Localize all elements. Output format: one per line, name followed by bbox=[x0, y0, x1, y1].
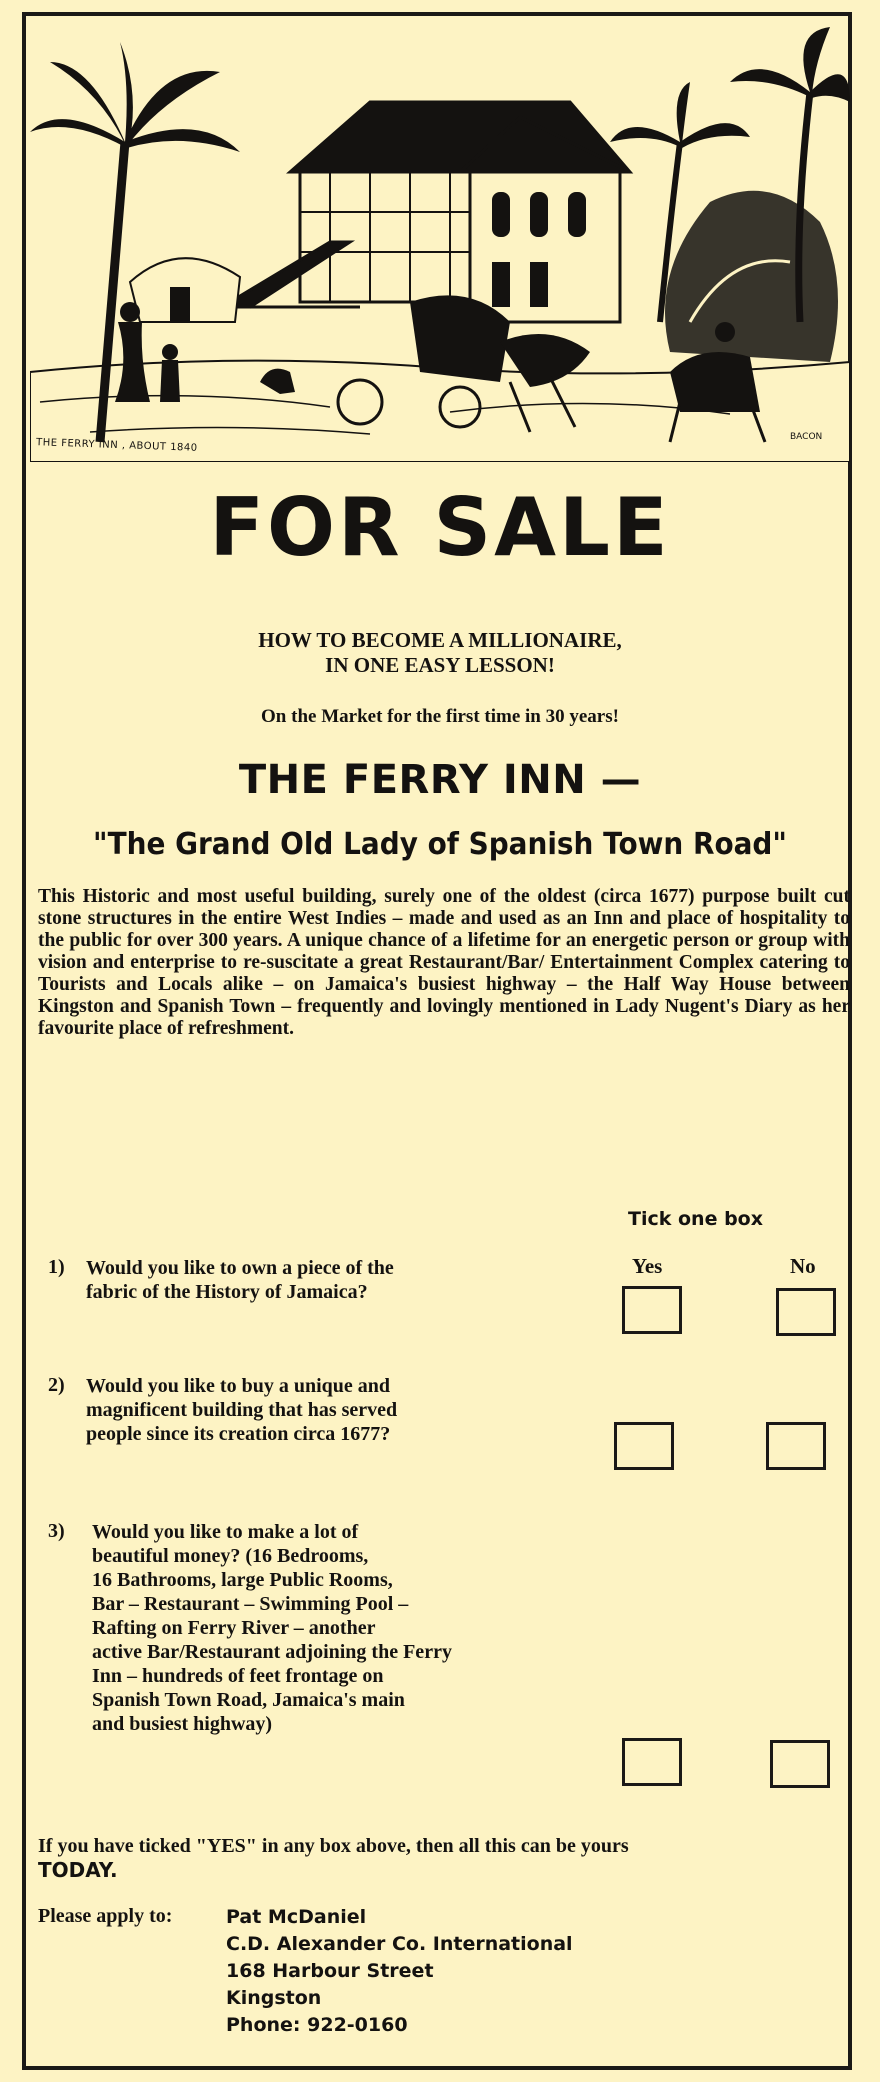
question-3-line: active Bar/Restaurant adjoining the Ferry bbox=[92, 1641, 452, 1663]
inn-title: THE FERRY INN — bbox=[238, 757, 642, 803]
illustration-caption: THE FERRY INN , ABOUT 1840 bbox=[35, 437, 198, 454]
question-2-number: 2) bbox=[48, 1374, 65, 1396]
question-2-no-checkbox[interactable] bbox=[766, 1422, 826, 1470]
question-1-no-checkbox[interactable] bbox=[776, 1288, 836, 1336]
question-2-line: magnificent building that has served bbox=[86, 1399, 398, 1421]
closing-statement bbox=[38, 1834, 850, 1882]
question-3-no-checkbox[interactable] bbox=[770, 1740, 830, 1788]
question-3-line: Spanish Town Road, Jamaica's main bbox=[92, 1689, 405, 1711]
question-3-line: 16 Bathrooms, large Public Rooms, bbox=[92, 1569, 393, 1591]
contact-street: 168 Harbour Street bbox=[226, 1960, 434, 1982]
inn-subtitle: "The Grand Old Lady of Spanish Town Road" bbox=[93, 827, 787, 862]
yes-column-header: Yes bbox=[632, 1254, 663, 1278]
question-3-line: Rafting on Ferry River – another bbox=[92, 1617, 376, 1639]
contact-name: Pat McDaniel bbox=[226, 1906, 367, 1928]
question-3-line: Would you like to make a lot of bbox=[92, 1521, 359, 1543]
question-1-yes-checkbox[interactable] bbox=[622, 1286, 682, 1334]
contact-city: Kingston bbox=[226, 1987, 322, 2009]
millionaire-headline bbox=[0, 628, 880, 678]
for-sale-heading: FOR SALE bbox=[209, 481, 671, 574]
question-1-text bbox=[86, 1256, 394, 1304]
question-3-text bbox=[92, 1520, 452, 1736]
tick-one-box-label: Tick one box bbox=[628, 1208, 763, 1230]
question-2-yes-checkbox[interactable] bbox=[614, 1422, 674, 1470]
question-3-line: and busiest highway) bbox=[92, 1713, 273, 1735]
ferry-inn-illustration bbox=[30, 22, 850, 462]
question-3-yes-checkbox[interactable] bbox=[622, 1738, 682, 1786]
question-1-number: 1) bbox=[48, 1256, 65, 1278]
description-paragraph: This Historic and most useful building, surely one of the oldest (circa 1677) purpose built cut stone structures in the entire West Indies – made and used as an Inn and place of hospitality to the public for over 300 years. A unique chance of a lifetime for an energetic person or group with vision and enterprise to re-suscitate a great Restaurant/Bar/ Entertainment Complex catering to Tourists and Locals alike – on Jamaica's busiest highway – the Half Way House between Kingston and Spanish Town – frequently and lovingly mentioned in Lady Nugent's Diary as her favourite place of refreshment. bbox=[38, 886, 850, 1039]
question-3-line: Inn – hundreds of feet frontage on bbox=[92, 1665, 384, 1687]
contact-block bbox=[226, 1904, 573, 2039]
closing-line: If you have ticked "YES" in any box above, then all this can be yours bbox=[38, 1835, 629, 1857]
question-2-line: people since its creation circa 1677? bbox=[86, 1423, 391, 1445]
question-2-text bbox=[86, 1374, 397, 1446]
apply-label: Please apply to: bbox=[38, 1905, 173, 1927]
closing-today: TODAY. bbox=[38, 1858, 118, 1882]
illustration-signature: BACON bbox=[790, 432, 823, 442]
market-line: On the Market for the first time in 30 years! bbox=[261, 706, 619, 727]
question-3-line: beautiful money? (16 Bedrooms, bbox=[92, 1545, 369, 1567]
headline-line-1: HOW TO BECOME A MILLIONAIRE, bbox=[258, 628, 622, 652]
no-column-header: No bbox=[790, 1254, 816, 1278]
contact-phone: Phone: 922-0160 bbox=[226, 2014, 408, 2036]
contact-company: C.D. Alexander Co. International bbox=[226, 1933, 573, 1955]
headline-line-2: IN ONE EASY LESSON! bbox=[325, 653, 555, 678]
question-1-line: Would you like to own a piece of the bbox=[86, 1257, 394, 1279]
question-3-number: 3) bbox=[48, 1520, 65, 1542]
question-1-line: fabric of the History of Jamaica? bbox=[86, 1281, 368, 1303]
question-3-line: Bar – Restaurant – Swimming Pool – bbox=[92, 1593, 409, 1615]
question-2-line: Would you like to buy a unique and bbox=[86, 1375, 391, 1397]
